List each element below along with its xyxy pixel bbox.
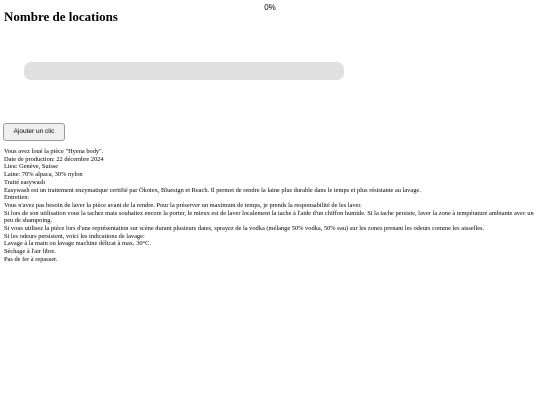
- description-line: Lavage à la main ou lavage machine délicat à max. 30°C.: [4, 240, 151, 248]
- progress-percent-label: 0%: [264, 3, 276, 12]
- description-line: Entretien:: [4, 194, 30, 202]
- description-line: Vous avez loué la pièce "Hyena body".: [4, 148, 104, 155]
- description-line: Lieu: Genève, Suisse: [4, 163, 59, 171]
- description-line: Date de production: 22 décembre 2024: [4, 155, 104, 163]
- description-line: Séchage à l'air libre.: [4, 248, 56, 256]
- description-line: Si vous utilisez la pièce lors d'une représentation sur scène durant plusieurs dates, sprayez de la vodka (mélange 50% vodka, 50% eau) sur les zones prenant les odeurs comme les aisselles.: [4, 225, 485, 233]
- description-line: Si les odeurs persistent, voici les indications de lavage:: [4, 232, 145, 240]
- page-title: Nombre de locations: [4, 9, 118, 24]
- description-line: Pas de fer à repasser.: [4, 255, 58, 263]
- description-line: Laine: 70% alpaca, 30% nylon: [4, 171, 83, 179]
- description-line: Si lors de son utilisation vous la tachez mais souhaitez encore la porter, le mieux est de laver localement la tache à l'aide d'un chiffon humide. Si la tache persiste, laver la zone à température ambiante avec un peu de shampoing.: [4, 209, 534, 225]
- description-line: Traité easywash: [4, 178, 46, 186]
- description-line: Easywash est un traitement enzymatique certifié par Ökotex, Bluesign et Reach. Il permet de rendre la laine plus durable dans le temps et plus résistante au lavage.: [4, 186, 421, 194]
- rental-description: [4, 148, 534, 264]
- progress-bar: [24, 62, 344, 80]
- add-click-button[interactable]: Ajouter un clic: [3, 123, 65, 141]
- description-line: Vous n'avez pas besoin de laver la pièce avant de la rendre. Pour la préserver un maximum de temps, je prends la responsabilité de les laver.: [4, 201, 362, 209]
